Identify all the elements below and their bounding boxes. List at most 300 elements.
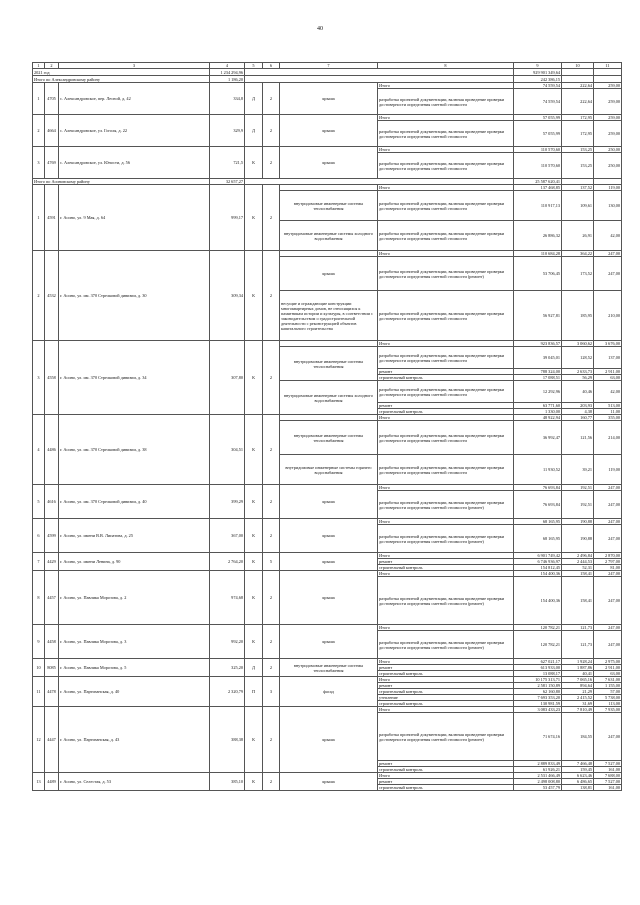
cost: 2 581 150,89 — [514, 683, 562, 689]
house-area: 309,34 — [210, 251, 245, 341]
unit-cost: 185,95 — [562, 291, 594, 341]
col-num: 7 — [280, 63, 378, 69]
table-body — [33, 63, 622, 791]
unit-cost: 6 486,65 — [562, 779, 594, 785]
itogo-label: Итого — [378, 707, 514, 713]
house-area: 974,68 — [210, 571, 245, 625]
unit-cost: 192,51 — [562, 491, 594, 519]
year-area: 1 234 294,96 — [210, 69, 245, 76]
unit-cost: 222,64 — [562, 89, 594, 115]
unit-cost: 109,61 — [562, 191, 594, 221]
empty-cell — [562, 76, 594, 83]
address: г. Асино, ул. имени Ленина, д. 90 — [59, 553, 210, 571]
limit-cost: 259,00 — [594, 121, 622, 147]
itogo-label: Итого — [378, 659, 514, 665]
work-type: строительный контроль — [378, 785, 514, 791]
work-type: разработка проектной документации, включая проведение проверки достоверности определения сметной стоимости — [378, 455, 514, 485]
work-type: строительный контроль — [378, 671, 514, 677]
cost: 110 917,13 — [514, 191, 562, 221]
unit-cost: 4,38 — [562, 409, 594, 415]
limit-cost: 5 738,00 — [594, 695, 622, 701]
address: г. Асино, ул. им. 370 Стрелковой дивизии, д. 40 — [59, 485, 210, 519]
cost: 74 559,54 — [514, 89, 562, 115]
element: крыша — [280, 147, 378, 179]
work-type: ремонт — [378, 779, 514, 785]
limit-cost: 210,00 — [594, 291, 622, 341]
element: крыша — [280, 485, 378, 519]
unit-cost: 364,22 — [562, 251, 594, 257]
address: г. Асино, ул. Павлика Морозова, д. 3 — [59, 625, 210, 659]
work-type: разработка проектной документации, включая проведение проверки достоверности определения сметной стоимости (ремонт) — [378, 631, 514, 659]
work-type: разработка проектной документации, включая проведение проверки достоверности определения сметной стоимости — [378, 89, 514, 115]
limit-cost: 247,00 — [594, 491, 622, 519]
work-type: разработка проектной документации, включая проведение проверки достоверности определения сметной стоимости — [378, 381, 514, 403]
cost: 2 531 466,49 — [514, 773, 562, 779]
cost: 10 175 313,71 — [514, 677, 562, 683]
limit-cost: 119,00 — [594, 455, 622, 485]
work-type: разработка проектной документации, включая проведение проверки достоверности определения сметной стоимости — [378, 121, 514, 147]
limit-cost: 11,00 — [594, 409, 622, 415]
limit-cost: 247,00 — [594, 485, 622, 491]
floors: 2 — [263, 571, 280, 625]
cost: 57 055,99 — [514, 115, 562, 121]
element: внутридомовые инженерные системы теплоснабжения — [280, 191, 378, 221]
itogo-label: Итого — [378, 773, 514, 779]
house-area: 2 320,79 — [210, 677, 245, 707]
row-number: 9 — [33, 625, 45, 659]
col-num: 5 — [245, 63, 263, 69]
house-area: 334,8 — [210, 83, 245, 115]
limit-cost: 113,00 — [594, 701, 622, 707]
limit-cost: 2 911,00 — [594, 369, 622, 375]
row-number: 7 — [33, 553, 45, 571]
unit-cost: 138,81 — [562, 785, 594, 791]
limit-cost: 161,00 — [594, 767, 622, 773]
itogo-label: Итого — [378, 677, 514, 683]
unit-cost: 2 633,73 — [562, 369, 594, 375]
limit-cost: 247,00 — [594, 713, 622, 761]
col-num: 1 — [33, 63, 45, 69]
house-area: 304,51 — [210, 415, 245, 485]
limit-cost: 355,00 — [594, 415, 622, 421]
unit-cost: 222,64 — [562, 83, 594, 89]
house-id: 4705 — [45, 83, 59, 115]
house-id: 4599 — [45, 519, 59, 553]
wall-material: Д — [245, 659, 263, 677]
element: крыша — [280, 773, 378, 791]
work-type: разработка проектной документации, включая проведение проверки достоверности определения сметной стоимости (ремонт) — [378, 491, 514, 519]
limit-cost: 259,00 — [594, 115, 622, 121]
unit-cost: 172,95 — [562, 115, 594, 121]
wall-material: К — [245, 485, 263, 519]
itogo-label: Итого — [378, 251, 514, 257]
house-area: 721,5 — [210, 147, 245, 179]
floors: 5 — [263, 553, 280, 571]
itogo-label: Итого — [378, 115, 514, 121]
itogo-label: Итого — [378, 415, 514, 421]
cost: 62 160,80 — [514, 689, 562, 695]
cost: 13 088,17 — [514, 671, 562, 677]
house-id: 4591 — [45, 185, 59, 251]
wall-material: К — [245, 571, 263, 625]
cost: 110 684,28 — [514, 251, 562, 257]
limit-cost: 247,00 — [594, 577, 622, 625]
itogo-label: Итого — [378, 553, 514, 559]
unit-cost: 192,51 — [562, 485, 594, 491]
floors: 2 — [263, 659, 280, 677]
limit-cost: 7 935,00 — [594, 707, 622, 713]
unit-cost: 159,45 — [562, 767, 594, 773]
work-type: разработка проектной документации, включая проведение проверки достоверности определения сметной стоимости — [378, 191, 514, 221]
unit-cost: 40,41 — [562, 671, 594, 677]
work-type: строительный контроль — [378, 767, 514, 773]
empty-cell — [562, 69, 594, 76]
cost: 48 922,94 — [514, 415, 562, 421]
work-type: утепление — [378, 695, 514, 701]
limit-cost: 513,00 — [594, 403, 622, 409]
wall-material: К — [245, 625, 263, 659]
cost: 63 771,60 — [514, 403, 562, 409]
district-total-row — [33, 76, 622, 83]
itogo-label: Итого — [378, 83, 514, 89]
work-type: ремонт — [378, 761, 514, 767]
wall-material: К — [245, 553, 263, 571]
work-type: разработка проектной документации, включая проведение проверки достоверности определения сметной стоимости — [378, 153, 514, 179]
work-type: разработка проектной документации, включая проведение проверки достоверности определения сметной стоимости (ремонт) — [378, 577, 514, 625]
itogo-label: Итого — [378, 485, 514, 491]
work-type: разработка проектной документации, включая проведение проверки достоверности определения сметной стоимости (ремонт) — [378, 257, 514, 291]
col-num: 3 — [59, 63, 210, 69]
floors: 2 — [263, 83, 280, 115]
element: внутридомовые инженерные системы холодного водоснабжения — [280, 381, 378, 415]
work-type: ремонт — [378, 369, 514, 375]
limit-cost: 7 631,00 — [594, 677, 622, 683]
row-number: 8 — [33, 571, 45, 625]
limit-cost: 259,00 — [594, 89, 622, 115]
unit-cost: 128,52 — [562, 347, 594, 369]
house-area: 999,17 — [210, 185, 245, 251]
limit-cost: 63,00 — [594, 671, 622, 677]
unit-cost: 160,77 — [562, 415, 594, 421]
cost: 56 927,81 — [514, 291, 562, 341]
floors: 2 — [263, 341, 280, 415]
unit-cost: 56,29 — [562, 375, 594, 381]
house-id: 4532 — [45, 251, 59, 341]
district-cost: 242 386,15 — [514, 76, 562, 83]
element: внутридомовые инженерные системы теплоснабжения — [280, 421, 378, 455]
cost: 7 693 353,20 — [514, 695, 562, 701]
cost: 110 570,60 — [514, 153, 562, 179]
row-number: 3 — [33, 341, 45, 415]
work-type: разработка проектной документации, включая проведение проверки достоверности определения сметной стоимости — [378, 421, 514, 455]
limit-cost: 214,00 — [594, 421, 622, 455]
col-num: 6 — [263, 63, 280, 69]
limit-cost: 247,00 — [594, 625, 622, 631]
unit-cost: 172,95 — [562, 121, 594, 147]
row-number: 10 — [33, 659, 45, 677]
address: г. Асино, ул. имени В.В. Липатова, д. 25 — [59, 519, 210, 553]
cost: 76 693,84 — [514, 485, 562, 491]
element: крыша — [280, 707, 378, 773]
unit-cost: 121,73 — [562, 631, 594, 659]
element: внутридомовые инженерные системы холодного водоснабжения — [280, 221, 378, 251]
cost: 74 559,54 — [514, 83, 562, 89]
row-number: 4 — [33, 415, 45, 485]
element: внутридомовые инженерные системы горячего водоснабжения — [280, 455, 378, 485]
unit-cost: 190,88 — [562, 519, 594, 525]
cost: 6 746 936,97 — [514, 559, 562, 565]
limit-cost: 250,00 — [594, 147, 622, 153]
house-area: 325,20 — [210, 659, 245, 677]
floors: 2 — [263, 147, 280, 179]
cost: 12 292,96 — [514, 381, 562, 403]
house-area: 385,10 — [210, 773, 245, 791]
element: крыша — [280, 571, 378, 625]
unit-cost: 6 623,46 — [562, 773, 594, 779]
row-number: 2 — [33, 115, 45, 147]
work-type: разработка проектной документации, включая проведение проверки достоверности определения сметной стоимости (ремонт) — [378, 525, 514, 553]
floors: 2 — [263, 485, 280, 519]
cost: 120 782,21 — [514, 631, 562, 659]
itogo-label: Итого — [378, 625, 514, 631]
empty-cell — [594, 69, 622, 76]
cost: 2 889 833,49 — [514, 761, 562, 767]
work-type: ремонт — [378, 403, 514, 409]
row-number: 1 — [33, 83, 45, 115]
cost: 3 083 433,23 — [514, 707, 562, 713]
floors: 2 — [263, 707, 280, 773]
cost: 2 498 008,80 — [514, 779, 562, 785]
col-num: 4 — [210, 63, 245, 69]
house-id: 4558 — [45, 341, 59, 415]
element: крыша — [280, 115, 378, 147]
limit-cost: 81,00 — [594, 565, 622, 571]
house-id: 8085 — [45, 659, 59, 677]
limit-cost: 137,00 — [594, 347, 622, 369]
year-label: 2021 год — [33, 69, 210, 76]
limit-cost: 3 676,00 — [594, 341, 622, 347]
house-id: 4616 — [45, 485, 59, 519]
col-num: 2 — [45, 63, 59, 69]
element: внутридомовые инженерные системы теплоснабжения — [280, 347, 378, 381]
district-label: Итого по Асиновскому району — [33, 179, 210, 185]
work-type: разработка проектной документации, включая проведение проверки достоверности определения сметной стоимости — [378, 347, 514, 369]
wall-material: К — [245, 341, 263, 415]
limit-cost: 247,00 — [594, 257, 622, 291]
limit-cost: 247,00 — [594, 571, 622, 577]
work-type: ремонт — [378, 665, 514, 671]
element: крыша — [280, 83, 378, 115]
itogo-label: Итого — [378, 341, 514, 347]
house-id: 4489 — [45, 773, 59, 791]
cost: 36 992,47 — [514, 421, 562, 455]
house-area: 367,00 — [210, 519, 245, 553]
work-type: ремонт — [378, 559, 514, 565]
floors: 2 — [263, 185, 280, 251]
work-type: строительный контроль — [378, 375, 514, 381]
unit-cost: 7 065,16 — [562, 677, 594, 683]
unit-cost: 52,31 — [562, 565, 594, 571]
cost: 154 400,36 — [514, 571, 562, 577]
limit-cost: 119,00 — [594, 185, 622, 191]
unit-cost: 3 060,62 — [562, 341, 594, 347]
address: г. Асино, ул. Партизанская, д. 43 — [59, 707, 210, 773]
cost: 154 812,45 — [514, 565, 562, 571]
floors: 2 — [263, 773, 280, 791]
house-area: 329,9 — [210, 115, 245, 147]
district-label: Итого по Александровскому району — [33, 76, 210, 83]
row-number: 5 — [33, 485, 45, 519]
limit-cost: 2 870,00 — [594, 553, 622, 559]
floors: 2 — [263, 251, 280, 341]
unit-cost: 190,88 — [562, 525, 594, 553]
unit-cost: 121,56 — [562, 421, 594, 455]
row-number: 3 — [33, 147, 45, 179]
limit-cost: 161,00 — [594, 785, 622, 791]
house-area: 307,80 — [210, 341, 245, 415]
empty-cell — [245, 69, 514, 76]
address: г. Асино, ул. им. 370 Стрелковой дивизии, д. 30 — [59, 251, 210, 341]
unit-cost: 158,41 — [562, 571, 594, 577]
work-type: строительный контроль — [378, 701, 514, 707]
row-number: 1 — [33, 185, 45, 251]
address: г. Асино, ул. им. 370 Стрелковой дивизии, д. 34 — [59, 341, 210, 415]
limit-cost: 247,00 — [594, 525, 622, 553]
wall-material: К — [245, 519, 263, 553]
row-number: 13 — [33, 773, 45, 791]
cost: 76 693,84 — [514, 491, 562, 519]
limit-cost: 7 527,00 — [594, 761, 622, 767]
unit-cost: 1 887,86 — [562, 665, 594, 671]
limit-cost: 247,00 — [594, 251, 622, 257]
col-num: 9 — [514, 63, 562, 69]
page-number: 40 — [317, 26, 323, 32]
repair-program-table — [32, 62, 622, 791]
district-cost: 25 587 620,41 — [514, 179, 562, 185]
cost: 613 933,00 — [514, 665, 562, 671]
limit-cost: 1 155,00 — [594, 683, 622, 689]
unit-cost: 1 928,24 — [562, 659, 594, 665]
limit-cost: 259,00 — [594, 83, 622, 89]
limit-cost: 2 975,00 — [594, 659, 622, 665]
floors: 2 — [263, 115, 280, 147]
itogo-label: Итого — [378, 185, 514, 191]
unit-cost: 2 496,84 — [562, 553, 594, 559]
limit-cost: 247,00 — [594, 631, 622, 659]
cost: 68 165,95 — [514, 525, 562, 553]
floors: 2 — [263, 519, 280, 553]
cost: 61 926,21 — [514, 767, 562, 773]
cost: 26 886,32 — [514, 221, 562, 251]
work-type: строительный контроль — [378, 565, 514, 571]
unit-cost: 2 415,52 — [562, 695, 594, 701]
element: крыша — [280, 625, 378, 659]
element: крыша — [280, 257, 378, 291]
wall-material: К — [245, 707, 263, 773]
row-number: 2 — [33, 251, 45, 341]
district-area: 1 186,20 — [210, 76, 245, 83]
address: с. Александровское, пер. Лесной, д. 42 — [59, 83, 210, 115]
unit-cost: 26,91 — [562, 221, 594, 251]
cost: 6 901 749,42 — [514, 553, 562, 559]
limit-cost: 250,00 — [594, 153, 622, 179]
row-number: 6 — [33, 519, 45, 553]
house-area: 388,38 — [210, 707, 245, 773]
year-total-row — [33, 69, 622, 76]
house-id: 4664 — [45, 115, 59, 147]
unit-cost: 7 810,49 — [562, 707, 594, 713]
wall-material: К — [245, 251, 263, 341]
unit-cost: 2 444,53 — [562, 559, 594, 565]
limit-cost: 130,00 — [594, 191, 622, 221]
wall-material: Д — [245, 83, 263, 115]
address: г. Асино, ул. Селестая, д. 53 — [59, 773, 210, 791]
wall-material: П — [245, 677, 263, 707]
limit-cost: 7 527,00 — [594, 779, 622, 785]
cost: 68 165,95 — [514, 519, 562, 525]
cost: 923 836,57 — [514, 341, 562, 347]
unit-cost: 894,64 — [562, 683, 594, 689]
cost: 11 930,52 — [514, 455, 562, 485]
empty-cell — [245, 76, 514, 83]
unit-cost: 184,55 — [562, 713, 594, 761]
unit-cost: 21,29 — [562, 689, 594, 695]
limit-cost: 63,00 — [594, 375, 622, 381]
cost: 39 045,01 — [514, 347, 562, 369]
element: фасад — [280, 677, 378, 707]
limit-cost: 57,00 — [594, 689, 622, 695]
address: г. Асино, ул. Павлика Морозова, д. 2 — [59, 571, 210, 625]
district-area: 32 657,27 — [210, 179, 245, 185]
year-cost: 929 901 349,64 — [514, 69, 562, 76]
address: с. Александровское, ул. Юности, д. 56 — [59, 147, 210, 179]
house-area: 992,20 — [210, 625, 245, 659]
element: крыша — [280, 553, 378, 571]
limit-cost: 247,00 — [594, 519, 622, 525]
limit-cost: 42,00 — [594, 221, 622, 251]
house-id: 4457 — [45, 571, 59, 625]
cost: 57 055,99 — [514, 121, 562, 147]
unit-cost: 153,25 — [562, 153, 594, 179]
unit-cost: 153,25 — [562, 147, 594, 153]
house-id: 4769 — [45, 147, 59, 179]
floors: 3 — [263, 677, 280, 707]
work-type: строительный контроль — [378, 689, 514, 695]
house-id: 4486 — [45, 415, 59, 485]
house-area: 399,29 — [210, 485, 245, 519]
unit-cost: 173,52 — [562, 257, 594, 291]
wall-material: Д — [245, 115, 263, 147]
work-type: разработка проектной документации, включая проведение проверки достоверности определения сметной стоимости — [378, 221, 514, 251]
floors: 2 — [263, 625, 280, 659]
limit-cost: 7 688,00 — [594, 773, 622, 779]
limit-cost: 2 911,00 — [594, 665, 622, 671]
element: внутридомовые инженерные системы теплоснабжения — [280, 659, 378, 677]
house-id: 4447 — [45, 707, 59, 773]
house-id: 4429 — [45, 553, 59, 571]
cost: 788 324,00 — [514, 369, 562, 375]
address: с. Александровское, ул. Гоголя, д. 22 — [59, 115, 210, 147]
cost: 120 782,21 — [514, 625, 562, 631]
empty-cell — [594, 76, 622, 83]
house-area: 2 764,20 — [210, 553, 245, 571]
element: крыша — [280, 519, 378, 553]
itogo-label: Итого — [378, 571, 514, 577]
limit-cost: 42,00 — [594, 381, 622, 403]
col-num: 8 — [378, 63, 514, 69]
work-type: разработка проектной документации, включая проведение проверки достоверности определения сметной стоимости (ремонт) — [378, 713, 514, 761]
cost: 71 674,16 — [514, 713, 562, 761]
